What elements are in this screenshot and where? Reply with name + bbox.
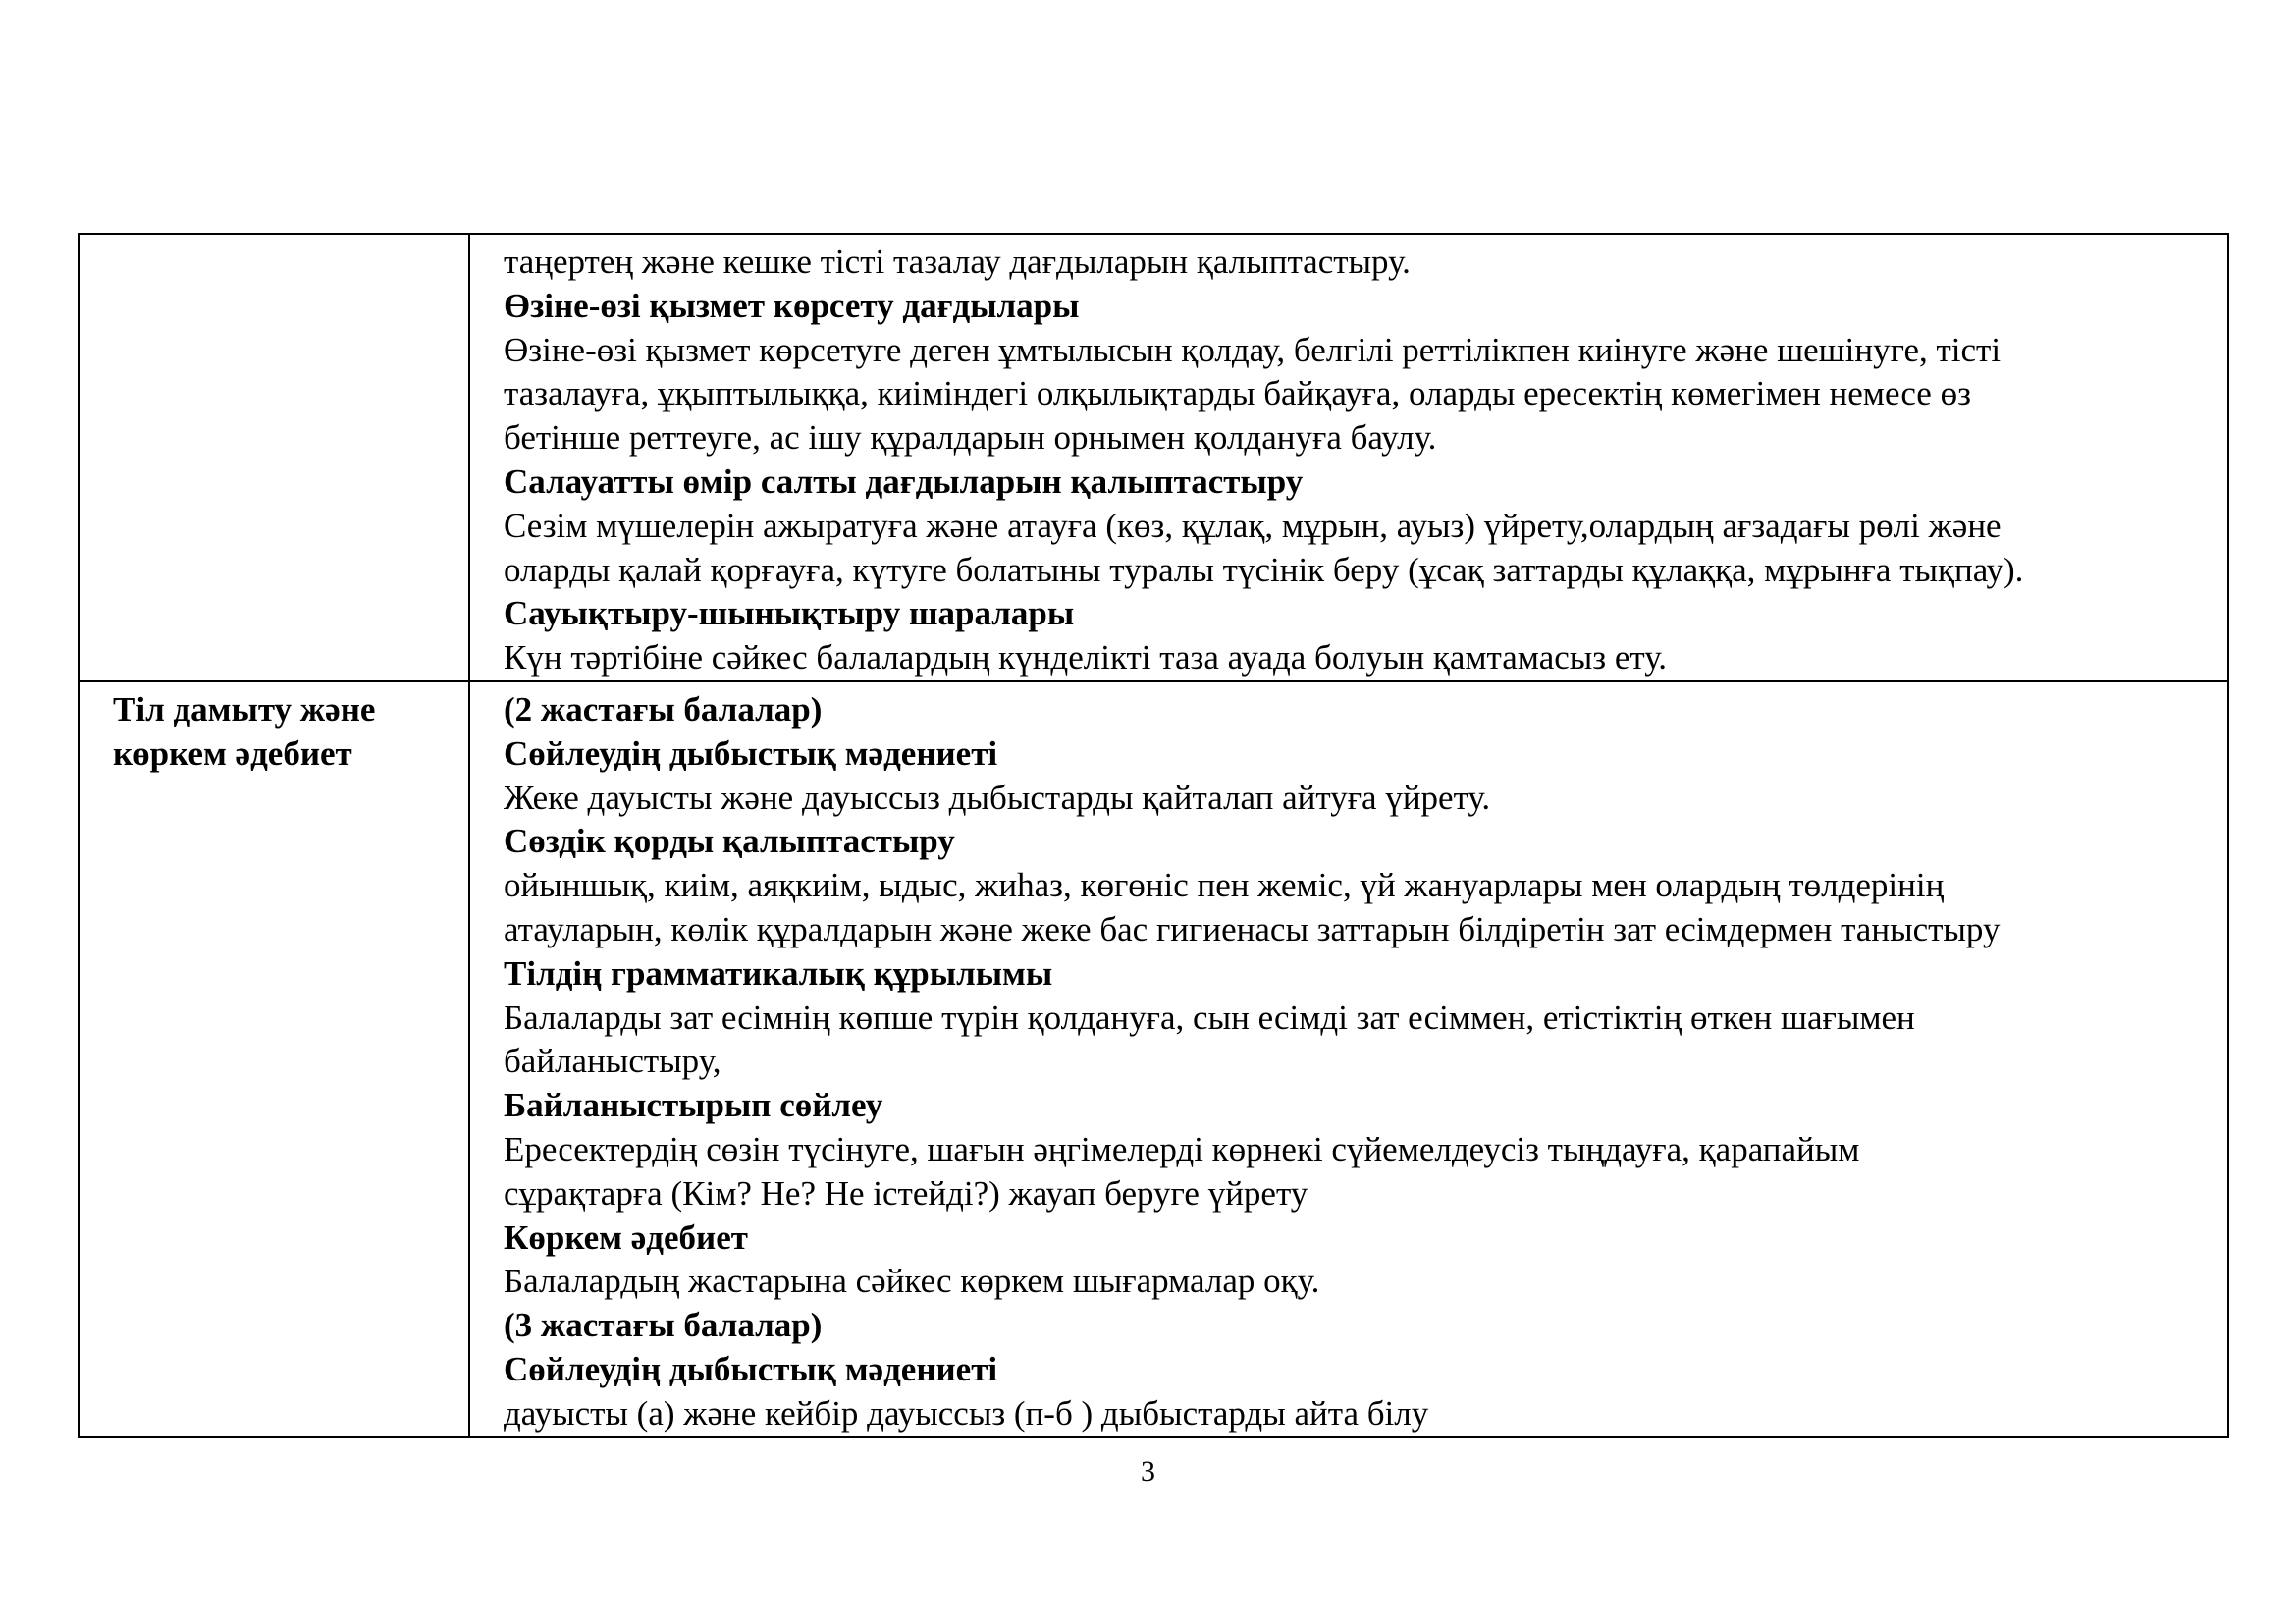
text-line: ойыншық, киім, аяқкиім, ыдыс, жиһаз, көгөніс пен жеміс, үй жануарлары мен олардың төлдерінің — [504, 866, 1945, 905]
section-content-cell — [469, 234, 2228, 681]
section-heading: Сөйлеудің дыбыстық мәдениеті — [504, 1349, 998, 1388]
section-heading: Тілдің грамматикалық құрылымы — [504, 953, 1053, 993]
section-title-cell — [79, 234, 469, 681]
text-line: Ересектердің сөзін түсінуге, шағын әңгімелерді көрнекі сүйемелдеусіз тыңдауға, қарапайым — [504, 1129, 1860, 1168]
text-line: бетінше реттеуге, ас ішу құралдарын орнымен қолдануға баулу. — [504, 418, 1437, 458]
table-row — [79, 234, 2228, 681]
section-heading: Тіл дамыту және — [113, 689, 376, 729]
text-line: оларды қалай қорғауға, күтуге болатыны туралы түсінік беру (ұсақ заттарды құлаққа, мұрынға тықпау). — [504, 550, 2024, 589]
text-line: атауларын, көлік құралдарын және жеке бас гигиенасы заттарын білдіретін зат есімдермен таныстыру — [504, 909, 2001, 948]
text-line: Жеке дауысты және дауыссыз дыбыстарды қайталап айтуға үйрету. — [504, 778, 1491, 817]
text-line: Балаларды зат есімнің көпше түрін қолдануға, сын есімді зат есіммен, етістіктің өткен шағымен — [504, 998, 1915, 1037]
text-line: тазалауға, ұқыптылыққа, киіміндегі олқылықтарды байқауға, оларды ересектің көмегімен немесе өз — [504, 374, 1971, 413]
page-number: 3 — [1141, 1455, 1155, 1488]
section-heading: Көркем әдебиет — [504, 1218, 748, 1257]
text-line: дауысты (а) және кейбір дауыссыз (п-б ) дыбыстарды айта білу — [504, 1393, 1429, 1433]
section-title-cell — [79, 681, 469, 1437]
text-line: Күн тәртібіне сәйкес балалардың күнделікті таза ауада болуын қамтамасыз ету. — [504, 638, 1667, 677]
text-line: таңертең және кешке тісті тазалау дағдыларын қалыптастыру. — [504, 243, 1411, 281]
section-heading: (3 жастағы балалар) — [504, 1306, 823, 1345]
section-heading: Салауатты өмір салты дағдыларын қалыптастыру — [504, 461, 1304, 501]
section-heading: Сауықтыру-шынықтыру шаралары — [504, 594, 1075, 633]
curriculum-table — [78, 233, 2229, 1438]
table-row — [79, 681, 2228, 1437]
text-line: Балалардың жастарына сәйкес көркем шығармалар оқу. — [504, 1262, 1320, 1301]
section-heading: (2 жастағы балалар) — [504, 689, 823, 729]
section-heading: көркем әдебиет — [113, 733, 352, 773]
text-line: Сезім мүшелерін ажыратуға және атауға (көз, құлақ, мұрын, ауыз) үйрету,олардың ағзадағы рөлі және — [504, 506, 2002, 545]
text-line: байланыстыру, — [504, 1042, 721, 1081]
section-heading: Өзіне-өзі қызмет көрсету дағдылары — [504, 286, 1080, 325]
section-heading: Сөздік қорды қалыптастыру — [504, 822, 955, 861]
text-line: Өзіне-өзі қызмет көрсетуге деген ұмтылысын қолдау, белгілі реттілікпен киінуге және шешінуге, тісті — [504, 330, 2002, 369]
section-heading: Байланыстырып сөйлеу — [504, 1086, 883, 1125]
section-heading: Сөйлеудің дыбыстық мәдениеті — [504, 733, 998, 773]
section-content-cell — [469, 681, 2228, 1437]
text-line: сұрақтарға (Кім? Не? Не істейді?) жауап беруге үйрету — [504, 1173, 1308, 1213]
